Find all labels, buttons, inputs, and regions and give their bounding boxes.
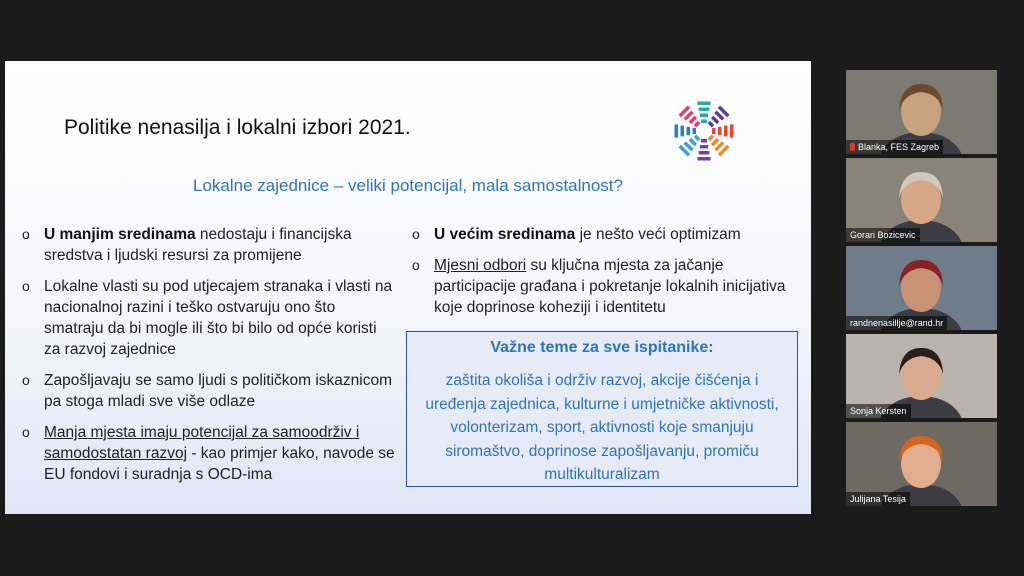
slide-title: Politike nenasilja i lokalni izbori 2021.: [64, 116, 411, 139]
topics-heading: Važne teme za sve ispitanike:: [490, 339, 714, 356]
bullet-marker: o: [22, 372, 30, 388]
bullet-marker: o: [412, 257, 420, 273]
participant-tile[interactable]: [846, 422, 997, 506]
bullet-text: Zapošljavaju se samo ljudi s političkom iskaznicom pa stoga mladi sve više odlaze: [44, 372, 393, 410]
participant-name: randnenasillje@rand.hr: [850, 318, 944, 328]
bullet-item: [22, 370, 397, 412]
left-bullet-list: [22, 224, 397, 495]
participant-name-label: [846, 140, 943, 154]
participant-tile[interactable]: [846, 70, 997, 154]
participant-name: Blanka, FES Zagreb: [858, 142, 940, 152]
muted-mic-icon: [850, 143, 855, 151]
bullet-item: [412, 224, 807, 245]
bullet-underlined-text: Mjesni odbori: [434, 257, 527, 274]
participant-name: Sonja Kersten: [850, 406, 907, 416]
bullet-text: su ključna mjesta za jačanje participacije građana i pokretanje lokalnih inicijativa koje doprinose koheziji i identitetu: [434, 257, 786, 316]
participant-name-label: [846, 228, 920, 242]
participant-name: Goran Bozicevic: [850, 230, 916, 240]
bullet-item: [412, 255, 807, 318]
participant-tile[interactable]: [846, 246, 997, 330]
bullet-item: [22, 422, 397, 485]
bullet-text: je nešto veći optimizam: [575, 226, 741, 243]
bullet-marker: o: [412, 226, 420, 242]
bullet-text: nedostaju i financijska sredstva i ljudski resursi za promijene: [44, 226, 352, 264]
right-bullet-list: [412, 224, 807, 328]
bullet-marker: o: [22, 278, 30, 294]
participant-tile[interactable]: [846, 334, 997, 418]
pinwheel-logo-icon: [668, 95, 740, 167]
participant-tile[interactable]: [846, 158, 997, 242]
slide-subtitle: Lokalne zajednice – veliki potencijal, mala samostalnost?: [193, 176, 623, 195]
important-topics-box: [406, 331, 798, 487]
bullet-underlined-text: Manja mjesta imaju potencijal za samoodrživ i samodostatan razvoj: [44, 424, 360, 462]
topics-body: zaštita okoliša i održiv razvoj, akcije čišćenja i uređenja zajednica, kulturne i umjetničke aktivnosti, volonterizam, sport, aktivnosti koje smanjuju siromaštvo, doprinose zapošljavanju, promiču multikulturalizam: [425, 372, 779, 483]
bullet-text: Lokalne vlasti su pod utjecajem stranaka i vlasti na nacionalnoj razini i teško ostvaruju ono što smatraju da bi mogle ili što bi bilo od opće koristi za razvoj zajednice: [44, 278, 393, 358]
bullet-marker: o: [22, 226, 30, 242]
participant-name-label: [846, 316, 947, 330]
participant-name-label: [846, 404, 911, 418]
bullet-bold-text: U manjim sredinama: [44, 226, 196, 243]
bullet-marker: o: [22, 424, 30, 440]
participant-name-label: [846, 492, 910, 506]
participant-name: Julijana Tesija: [850, 494, 906, 504]
bullet-item: [22, 276, 397, 360]
bullet-text: - kao primjer kako, navode se EU fondovi i suradnja s OCD-ima: [44, 445, 395, 483]
bullet-bold-text: U većim sredinama: [434, 226, 576, 243]
bullet-item: [22, 224, 397, 266]
